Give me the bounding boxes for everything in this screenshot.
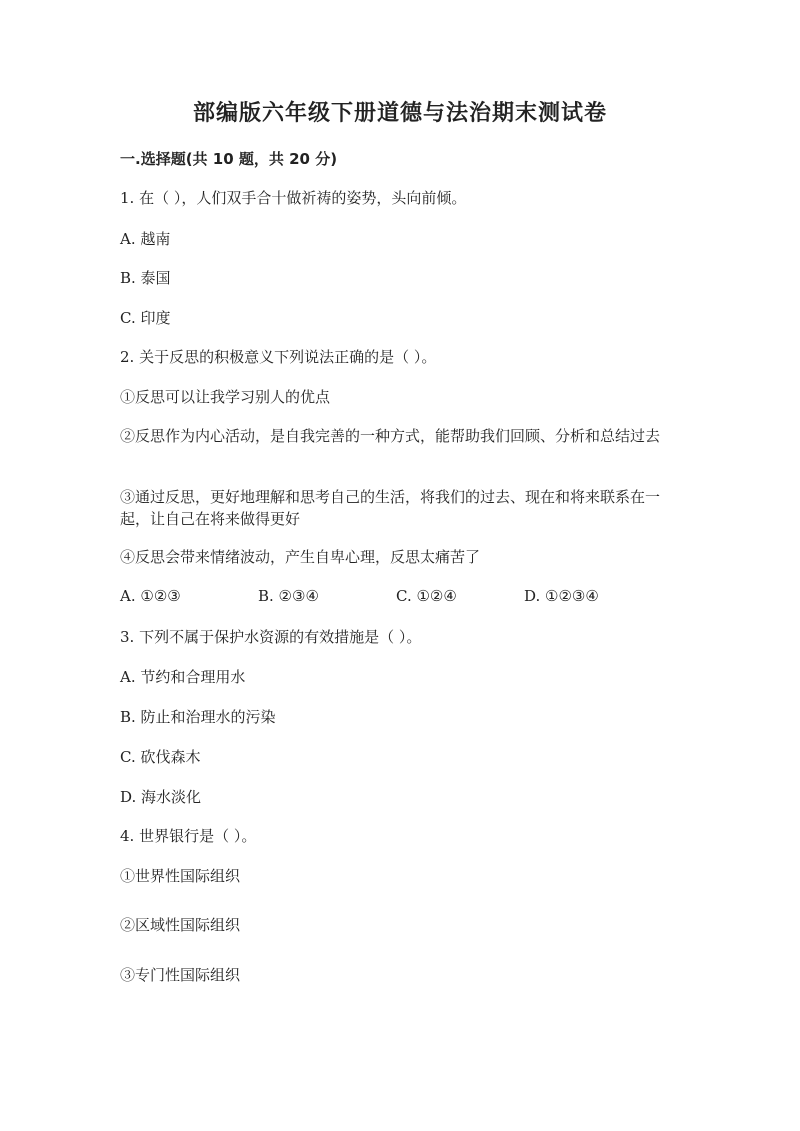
question-1-stem: 1. 在（ ），人们双手合十做祈祷的姿势，头向前倾。 [120,189,467,207]
question-3-option-b: B. 防止和治理水的污染 [120,708,276,726]
question-3-option-d: D. 海水淡化 [120,788,202,806]
question-2-option-c: C. ①②④ [396,587,457,605]
section-heading: 一.选择题(共 10 题，共 20 分) [120,150,338,168]
question-1-option-b: B. 泰国 [120,269,171,287]
question-4-statement-2: ②区域性国际组织 [120,916,241,934]
question-2-statement-4: ④反思会带来情绪波动，产生自卑心理，反思太痛苦了 [120,548,481,566]
question-4-statement-3: ③专门性国际组织 [120,966,241,984]
question-4-stem: 4. 世界银行是（ ）。 [120,827,257,845]
question-4-statement-1: ①世界性国际组织 [120,867,241,885]
question-3-stem: 3. 下列不属于保护水资源的有效措施是（ ）。 [120,628,422,646]
question-2-option-b: B. ②③④ [258,587,319,605]
question-1-option-a: A. 越南 [120,230,171,248]
question-3-option-c: C. 砍伐森木 [120,748,201,766]
question-1-option-c: C. 印度 [120,309,171,327]
question-2-option-d: D. ①②③④ [524,587,599,605]
question-2-option-a: A. ①②③ [120,587,181,605]
question-2-statement-3: ③通过反思，更好地理解和思考自己的生活，将我们的过去、现在和将来联系在一起，让自己在将来做得更好 [120,488,661,528]
question-2-statement-1: ①反思可以让我学习别人的优点 [120,388,331,406]
question-2-statement-2: ②反思作为内心活动，是自我完善的一种方式，能帮助我们回顾、分析和总结过去 [120,427,661,445]
question-2-stem: 2. 关于反思的积极意义下列说法正确的是（ ）。 [120,348,437,366]
question-3-option-a: A. 节约和合理用水 [120,668,246,686]
page-title: 部编版六年级下册道德与法治期末测试卷 [192,101,607,126]
